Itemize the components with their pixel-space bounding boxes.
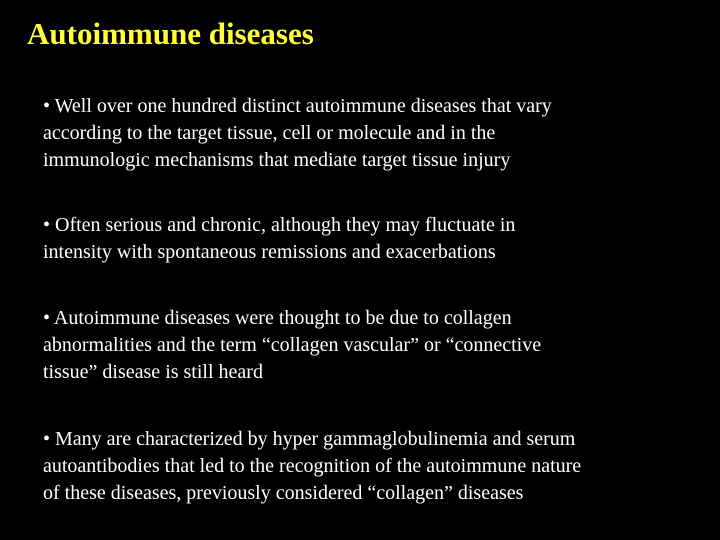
bullet-line: autoantibodies that led to the recognition of the autoimmune nature	[43, 455, 582, 477]
bullet-item	[43, 212, 515, 266]
bullet-item	[43, 93, 552, 174]
bullet-line: • Well over one hundred distinct autoimmune diseases that vary	[43, 95, 552, 117]
bullet-line: according to the target tissue, cell or molecule and in the	[43, 122, 496, 144]
bullet-line: • Often serious and chronic, although they may fluctuate in	[43, 214, 516, 236]
bullet-line: immunologic mechanisms that mediate target tissue injury	[43, 149, 511, 171]
bullet-line: of these diseases, previously considered “collagen” diseases	[43, 482, 524, 504]
bullet-line: • Autoimmune diseases were thought to be due to collagen	[43, 307, 512, 329]
slide-title: Autoimmune diseases	[27, 16, 314, 51]
bullet-line: abnormalities and the term “collagen vascular” or “connective	[43, 334, 542, 356]
bullet-line: intensity with spontaneous remissions and exacerbations	[43, 241, 496, 263]
bullet-item	[43, 305, 541, 386]
bullet-line: • Many are characterized by hyper gammaglobulinemia and serum	[43, 428, 576, 450]
bullet-item	[43, 426, 581, 507]
bullet-line: tissue” disease is still heard	[43, 361, 263, 383]
